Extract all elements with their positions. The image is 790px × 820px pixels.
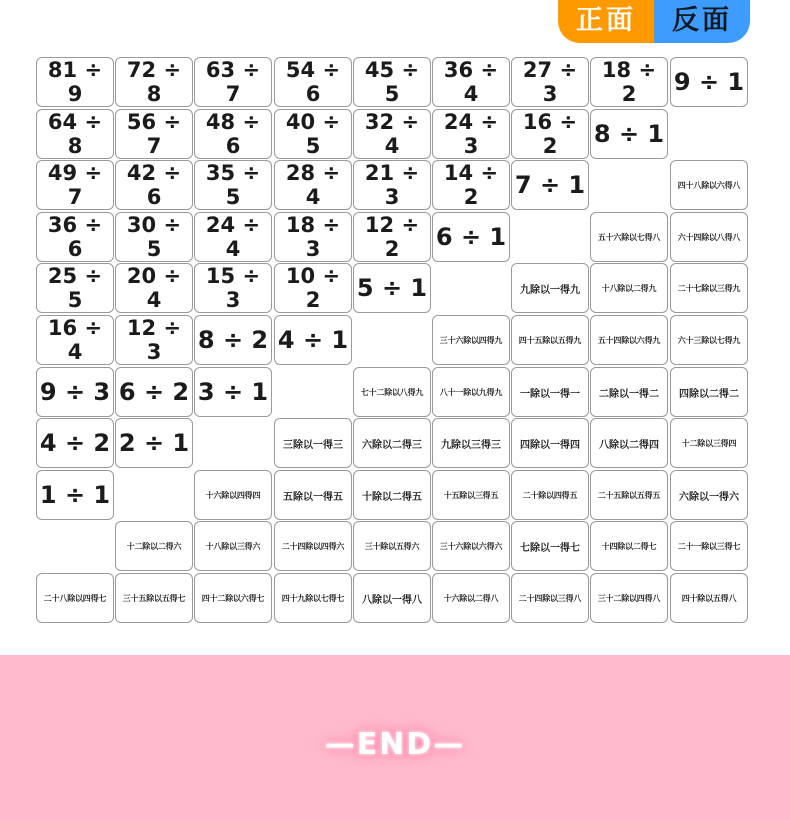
chinese-phrase-card: 五十六除以七得八 xyxy=(590,212,668,262)
equation-card: 21 ÷ 3 xyxy=(353,160,431,210)
chinese-phrase-card: 十四除以二得七 xyxy=(590,521,668,571)
equation-card: 7 ÷ 1 xyxy=(511,160,589,210)
equation-card: 24 ÷ 4 xyxy=(194,212,272,262)
chinese-phrase-card: 十六除以四得四 xyxy=(194,470,272,520)
equation-card: 16 ÷ 4 xyxy=(36,315,114,365)
equation-card: 18 ÷ 2 xyxy=(590,57,668,107)
chinese-phrase-card: 三十二除以四得八 xyxy=(590,573,668,623)
equation-card: 12 ÷ 2 xyxy=(353,212,431,262)
chinese-phrase-card: 二十四除以三得八 xyxy=(511,573,589,623)
chinese-phrase-card: 三十五除以五得七 xyxy=(115,573,193,623)
equation-card: 30 ÷ 5 xyxy=(115,212,193,262)
equation-card: 45 ÷ 5 xyxy=(353,57,431,107)
chinese-phrase-card: 十二除以二得六 xyxy=(115,521,193,571)
equation-card: 63 ÷ 7 xyxy=(194,57,272,107)
equation-card: 54 ÷ 6 xyxy=(274,57,352,107)
equation-card: 48 ÷ 6 xyxy=(194,109,272,159)
equation-card: 9 ÷ 3 xyxy=(36,367,114,417)
equation-card: 8 ÷ 2 xyxy=(194,315,272,365)
chinese-phrase-card: 四十除以五得八 xyxy=(670,573,748,623)
equation-card: 16 ÷ 2 xyxy=(511,109,589,159)
equation-card: 20 ÷ 4 xyxy=(115,263,193,313)
chinese-phrase-card: 四十八除以六得八 xyxy=(670,160,748,210)
chinese-phrase-card: 十八除以二得九 xyxy=(590,263,668,313)
equation-card: 56 ÷ 7 xyxy=(115,109,193,159)
equation-card: 36 ÷ 6 xyxy=(36,212,114,262)
equation-card: 1 ÷ 1 xyxy=(36,470,114,520)
equation-card: 6 ÷ 2 xyxy=(115,367,193,417)
chinese-phrase-card: 二十四除以四得六 xyxy=(274,521,352,571)
back-side-button[interactable]: 反面 xyxy=(654,0,750,43)
equation-card: 36 ÷ 4 xyxy=(432,57,510,107)
equation-card: 6 ÷ 1 xyxy=(432,212,510,262)
equation-card: 64 ÷ 8 xyxy=(36,109,114,159)
chinese-phrase-card: 十六除以二得八 xyxy=(432,573,510,623)
chinese-phrase-card: 二十一除以三得七 xyxy=(670,521,748,571)
chinese-phrase-card: 七十二除以八得九 xyxy=(353,367,431,417)
chinese-phrase-card: 十八除以三得六 xyxy=(194,521,272,571)
front-side-button[interactable]: 正面 xyxy=(558,0,654,43)
chinese-phrase-card: 八除以一得八 xyxy=(353,573,431,623)
division-card-grid xyxy=(36,57,756,627)
equation-card: 2 ÷ 1 xyxy=(115,418,193,468)
chinese-phrase-card: 五除以一得五 xyxy=(274,470,352,520)
chinese-phrase-card: 二十五除以五得五 xyxy=(590,470,668,520)
equation-card: 3 ÷ 1 xyxy=(194,367,272,417)
chinese-phrase-card: 十五除以三得五 xyxy=(432,470,510,520)
chinese-phrase-card: 六除以一得六 xyxy=(670,470,748,520)
chinese-phrase-card: 七除以一得七 xyxy=(511,521,589,571)
equation-card: 18 ÷ 3 xyxy=(274,212,352,262)
chinese-phrase-card: 三十六除以六得六 xyxy=(432,521,510,571)
chinese-phrase-card: 九除以三得三 xyxy=(432,418,510,468)
chinese-phrase-card: 二十八除以四得七 xyxy=(36,573,114,623)
chinese-phrase-card: 五十四除以六得九 xyxy=(590,315,668,365)
chinese-phrase-card: 八十一除以九得九 xyxy=(432,367,510,417)
chinese-phrase-card: 九除以一得九 xyxy=(511,263,589,313)
chinese-phrase-card: 四十五除以五得九 xyxy=(511,315,589,365)
chinese-phrase-card: 八除以二得四 xyxy=(590,418,668,468)
chinese-phrase-card: 十二除以三得四 xyxy=(670,418,748,468)
equation-card: 81 ÷ 9 xyxy=(36,57,114,107)
equation-card: 14 ÷ 2 xyxy=(432,160,510,210)
chinese-phrase-card: 三除以一得三 xyxy=(274,418,352,468)
equation-card: 4 ÷ 1 xyxy=(274,315,352,365)
equation-card: 4 ÷ 2 xyxy=(36,418,114,468)
equation-card: 15 ÷ 3 xyxy=(194,263,272,313)
chinese-phrase-card: 四十九除以七得七 xyxy=(274,573,352,623)
chinese-phrase-card: 六十四除以八得八 xyxy=(670,212,748,262)
equation-card: 32 ÷ 4 xyxy=(353,109,431,159)
chinese-phrase-card: 十除以二得五 xyxy=(353,470,431,520)
chinese-phrase-card: 二除以一得二 xyxy=(590,367,668,417)
equation-card: 24 ÷ 3 xyxy=(432,109,510,159)
chinese-phrase-card: 六除以二得三 xyxy=(353,418,431,468)
equation-card: 27 ÷ 3 xyxy=(511,57,589,107)
equation-card: 35 ÷ 5 xyxy=(194,160,272,210)
chinese-phrase-card: 四除以一得四 xyxy=(511,418,589,468)
equation-card: 49 ÷ 7 xyxy=(36,160,114,210)
equation-card: 10 ÷ 2 xyxy=(274,263,352,313)
chinese-phrase-card: 一除以一得一 xyxy=(511,367,589,417)
end-text: —END— xyxy=(324,727,466,762)
footer-banner xyxy=(0,655,790,820)
chinese-phrase-card: 六十三除以七得九 xyxy=(670,315,748,365)
equation-card: 12 ÷ 3 xyxy=(115,315,193,365)
equation-card: 40 ÷ 5 xyxy=(274,109,352,159)
face-toggle[interactable] xyxy=(558,0,750,43)
equation-card: 25 ÷ 5 xyxy=(36,263,114,313)
chinese-phrase-card: 三十除以五得六 xyxy=(353,521,431,571)
equation-card: 72 ÷ 8 xyxy=(115,57,193,107)
equation-card: 42 ÷ 6 xyxy=(115,160,193,210)
equation-card: 9 ÷ 1 xyxy=(670,57,748,107)
chinese-phrase-card: 二十除以四得五 xyxy=(511,470,589,520)
chinese-phrase-card: 四除以二得二 xyxy=(670,367,748,417)
chinese-phrase-card: 三十六除以四得九 xyxy=(432,315,510,365)
chinese-phrase-card: 二十七除以三得九 xyxy=(670,263,748,313)
chinese-phrase-card: 四十二除以六得七 xyxy=(194,573,272,623)
equation-card: 5 ÷ 1 xyxy=(353,263,431,313)
equation-card: 8 ÷ 1 xyxy=(590,109,668,159)
equation-card: 28 ÷ 4 xyxy=(274,160,352,210)
